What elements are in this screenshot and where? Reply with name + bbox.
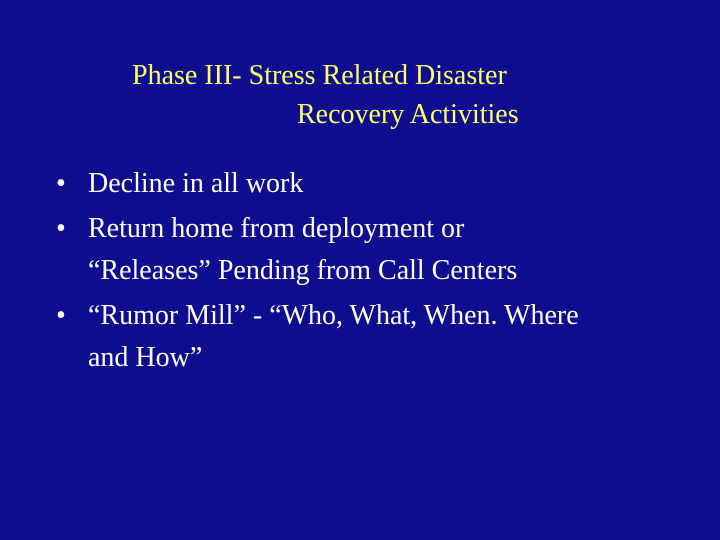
slide-title-line-2: Recovery Activities — [297, 99, 519, 130]
bullet-text-line: Return home from deployment or — [88, 213, 465, 244]
bullet-item — [56, 208, 696, 292]
bullet-item — [56, 295, 696, 379]
bullet-icon: • — [56, 213, 66, 244]
bullet-list — [56, 163, 696, 382]
bullet-icon: • — [56, 168, 66, 199]
bullet-item — [56, 163, 696, 205]
bullet-text-line: and How” — [88, 342, 203, 373]
bullet-text-line: “Releases” Pending from Call Centers — [88, 255, 518, 286]
bullet-text-line: Decline in all work — [88, 168, 304, 199]
bullet-icon: • — [56, 300, 66, 331]
bullet-text-line: “Rumor Mill” - “Who, What, When. Where — [88, 300, 579, 331]
slide-title-line-1: Phase III- Stress Related Disaster — [132, 60, 507, 91]
